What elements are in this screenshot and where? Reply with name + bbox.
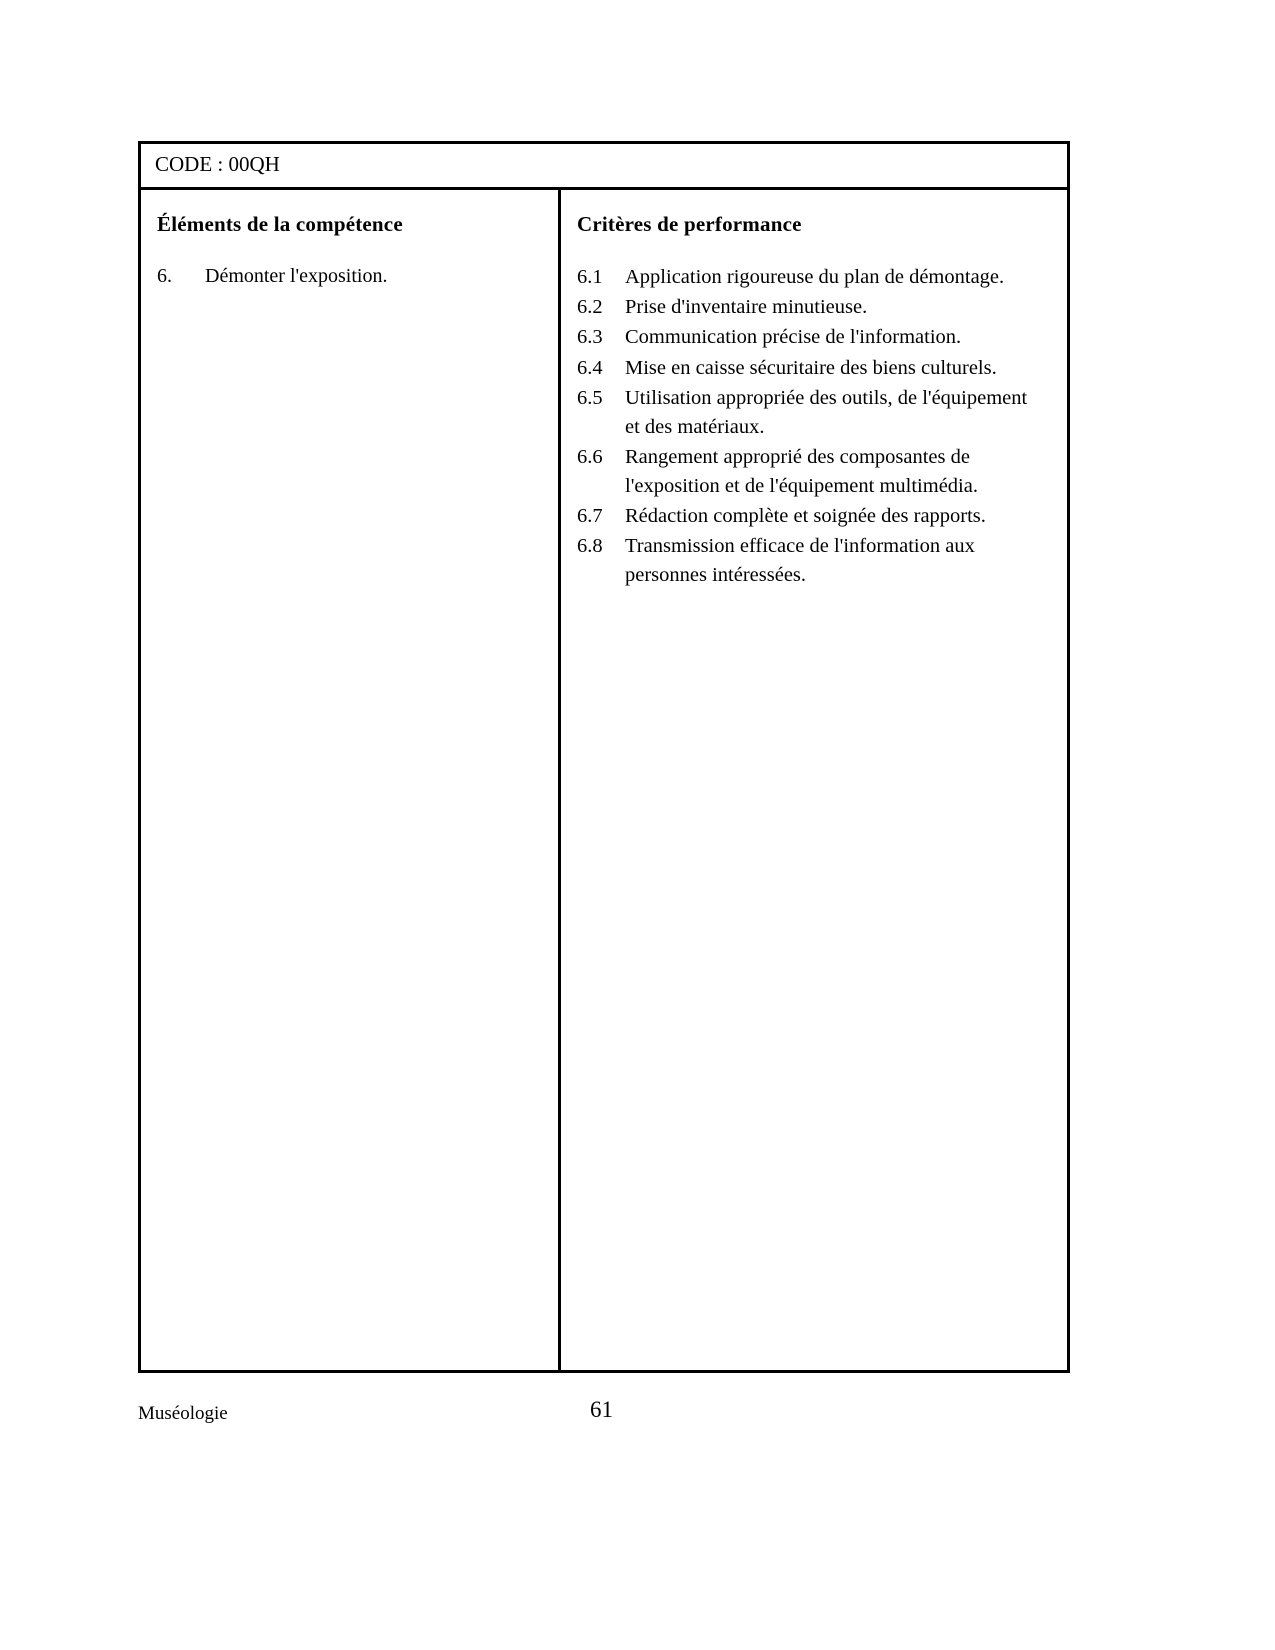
criteria-column-header: Critères de performance [577, 212, 802, 237]
criteria-number: 6.2 [577, 296, 603, 319]
footer-page-number: 61 [590, 1397, 613, 1422]
criteria-list [577, 263, 1051, 590]
criteria-text: Application rigoureuse du plan de démontage. [625, 266, 1005, 289]
element-row [157, 263, 542, 290]
footer-subject: Muséologie [138, 1403, 228, 1424]
criteria-text: Utilisation appropriée des outils, de l'équipement et des matériaux. [625, 386, 1028, 438]
competency-table [138, 141, 1070, 1373]
criteria-item [577, 354, 1051, 383]
criteria-text: Rédaction complète et soignée des rapports. [625, 505, 986, 528]
table-columns [141, 190, 1067, 1370]
criteria-text: Communication précise de l'information. [625, 326, 962, 349]
page-footer [138, 1397, 1070, 1437]
code-label: CODE : 00QH [155, 152, 280, 176]
criteria-number: 6.1 [577, 266, 603, 289]
criteria-number: 6.7 [577, 505, 603, 528]
criteria-column [561, 190, 1067, 1370]
element-number: 6. [157, 265, 172, 288]
elements-column-header: Éléments de la compétence [157, 212, 403, 237]
criteria-item [577, 502, 1051, 531]
element-text: Démonter l'exposition. [205, 265, 388, 288]
code-row [141, 144, 1067, 190]
criteria-number: 6.4 [577, 356, 603, 379]
criteria-number: 6.3 [577, 326, 603, 349]
criteria-item [577, 532, 1051, 590]
criteria-item [577, 443, 1051, 501]
criteria-text: Mise en caisse sécuritaire des biens culturels. [625, 356, 997, 379]
criteria-item [577, 384, 1051, 442]
criteria-item [577, 293, 1051, 322]
criteria-number: 6.5 [577, 386, 603, 409]
criteria-item [577, 323, 1051, 352]
criteria-text: Prise d'inventaire minutieuse. [625, 296, 868, 319]
elements-column [141, 190, 561, 1370]
criteria-text: Rangement approprié des composantes de l'exposition et de l'équipement multimédia. [625, 445, 978, 497]
criteria-number: 6.6 [577, 445, 603, 468]
criteria-text: Transmission efficace de l'information aux personnes intéressées. [625, 535, 975, 587]
criteria-number: 6.8 [577, 535, 603, 558]
criteria-item [577, 263, 1051, 292]
